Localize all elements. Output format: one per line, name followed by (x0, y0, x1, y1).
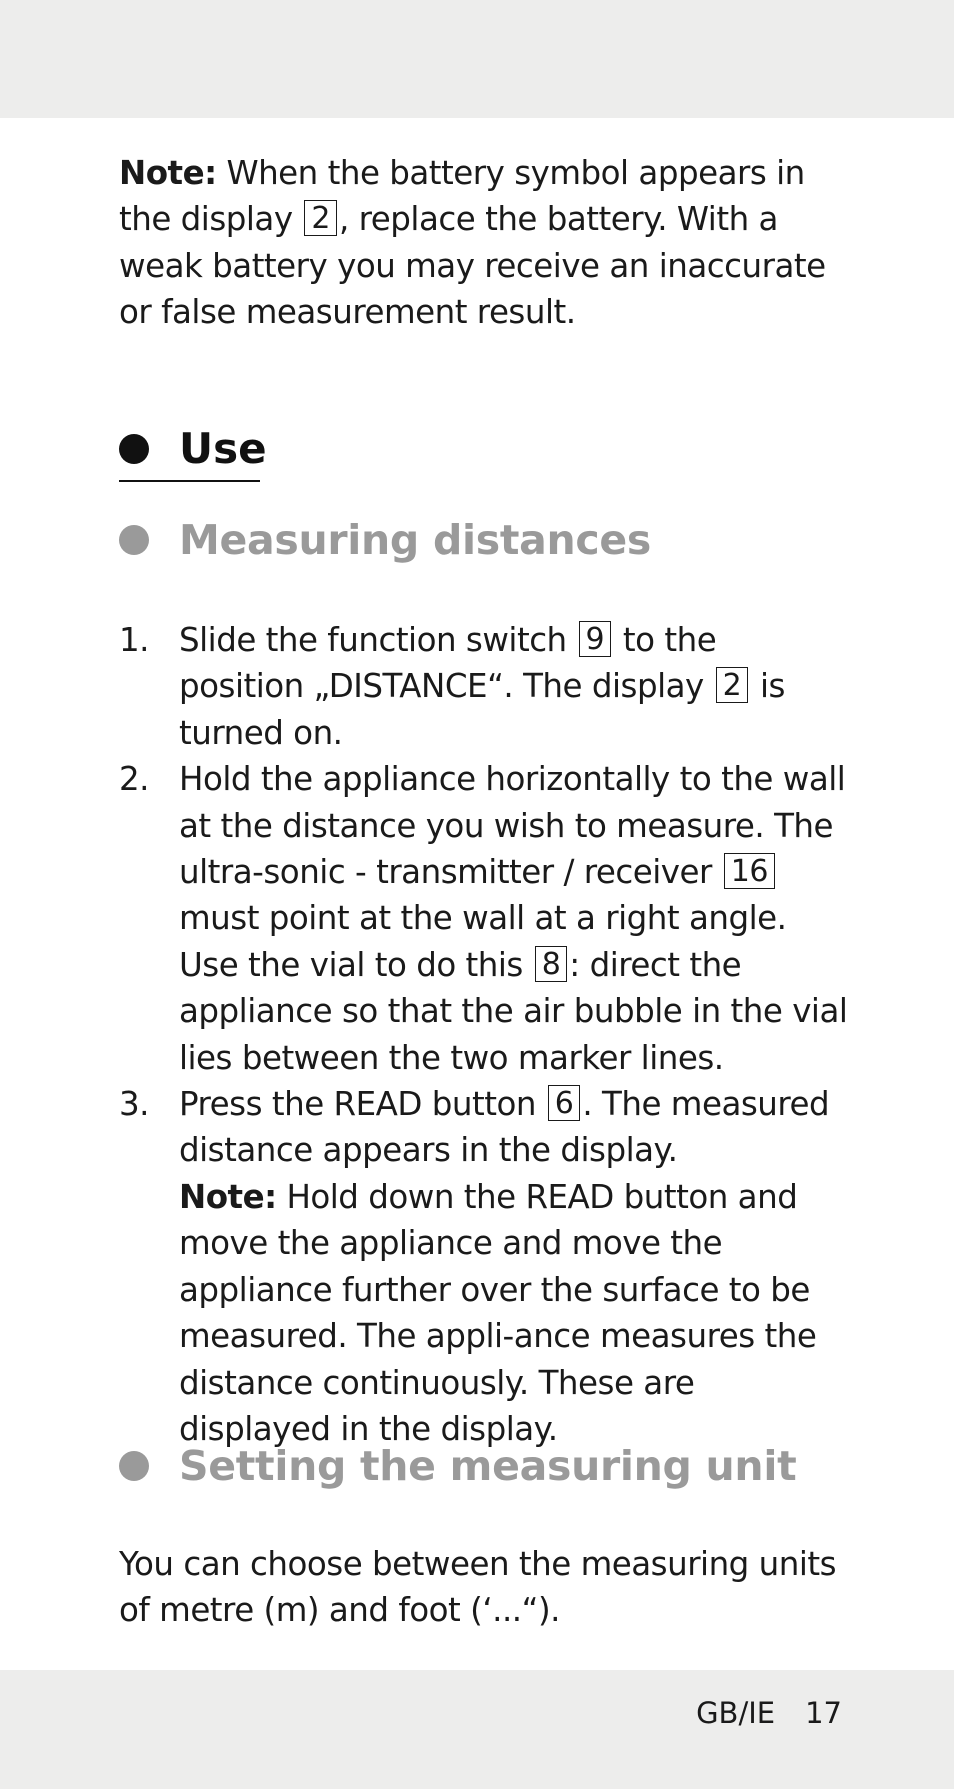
ref-box: 2 (716, 667, 749, 703)
unit-paragraph: You can choose between the measuring units of metre (m) and foot (‘...“). (119, 1545, 837, 1630)
list-item: 1. Slide the function switch 9 to the position „DISTANCE“. The display 2 is turned on. (119, 621, 785, 752)
ref-box: 2 (304, 200, 337, 236)
battery-note-paragraph: Note: When the battery symbol appears in the display 2 , replace the battery. With a weak battery you may receive an inaccurate or false measurement result. (119, 154, 826, 332)
section-heading-use: Use (119, 424, 267, 473)
ref-box: 8 (535, 946, 568, 982)
ref-box: 16 (724, 853, 775, 889)
bullet-icon (119, 1451, 149, 1481)
page-number: 17 (805, 1696, 842, 1730)
region-label: GB/IE (696, 1696, 776, 1730)
battery-note (119, 150, 839, 336)
heading-underline (119, 480, 260, 482)
bullet-icon (119, 525, 149, 555)
steps-list (119, 617, 849, 1452)
list-item: 3. Press the READ button 6 . The measured distance appears in the display. Note: Hold down the READ button and move the appliance and move the appliance further over the surface to be measured. The appli-ance measures the distance continuously. These are displayed in the display. (119, 1085, 830, 1448)
note-label: Note: (119, 154, 217, 192)
list-item: 2. Hold the appliance horizontally to the wall at the distance you wish to measure. The ultra-sonic - transmitter / receiver 16 must point at the wall at a right angle. Use the vial to do this 8 : direct the appliance so that the air bubble in the vial lies between the two marker lines. (119, 760, 848, 1077)
subheading-measuring-distances: Measuring distances (119, 516, 651, 564)
note-label: Note: (179, 1177, 277, 1216)
header-band (0, 0, 954, 118)
subheading-setting-unit: Setting the measuring unit (119, 1442, 796, 1490)
ref-box: 9 (579, 621, 612, 657)
unit-paragraph-block (119, 1541, 839, 1634)
page-footer (696, 1696, 842, 1730)
ref-box: 6 (548, 1085, 581, 1121)
bullet-icon (119, 434, 149, 464)
